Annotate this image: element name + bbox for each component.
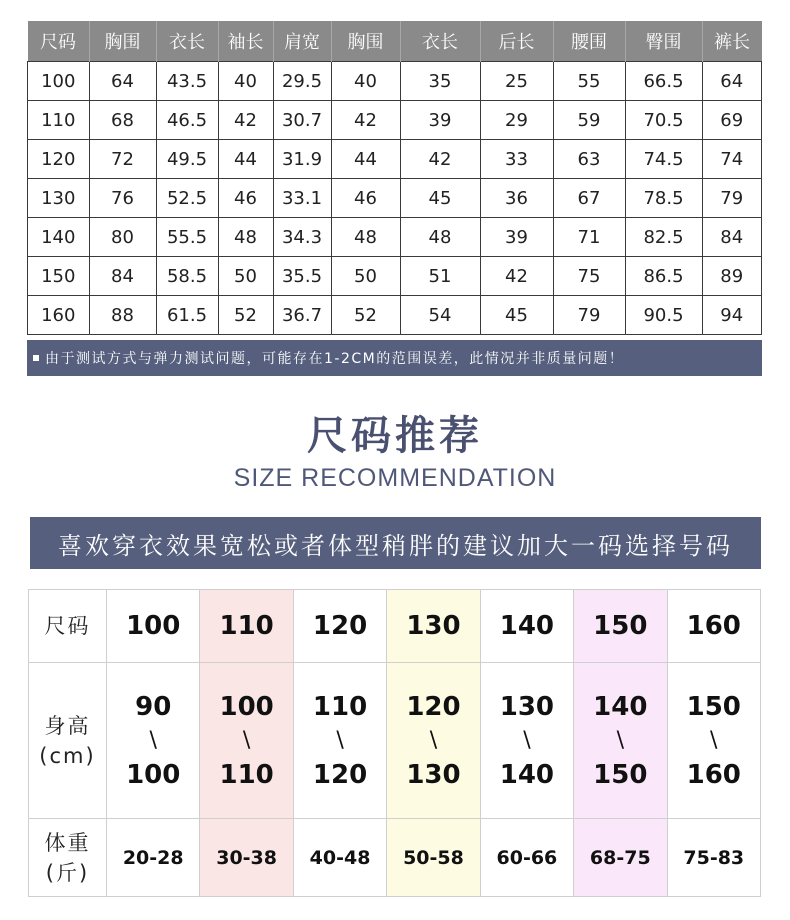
size-chart-cell: 33.1 <box>273 179 331 218</box>
size-chart-cell: 74.5 <box>625 140 702 179</box>
size-chart-cell: 66.5 <box>625 62 702 101</box>
size-chart-cell: 50 <box>331 257 400 296</box>
height-min: 140 <box>593 691 648 722</box>
size-chart-cell: 35.5 <box>273 257 331 296</box>
height-cell <box>200 663 293 819</box>
size-chart-cell: 55 <box>553 62 625 101</box>
size-chart-cell: 90.5 <box>625 296 702 335</box>
size-cell: 160 <box>667 590 760 663</box>
size-chart-cell: 75 <box>553 257 625 296</box>
size-chart-cell: 51 <box>400 257 480 296</box>
height-min: 130 <box>499 691 555 722</box>
height-cell <box>667 663 760 819</box>
height-separator: \ <box>523 727 531 753</box>
weight-cell: 40-48 <box>293 819 386 897</box>
size-chart-cell: 36 <box>480 179 553 218</box>
size-chart-cell: 86.5 <box>625 257 702 296</box>
size-chart-cell: 140 <box>28 218 90 257</box>
size-chart-cell: 63 <box>553 140 625 179</box>
header-cell: 后长 <box>480 21 553 62</box>
header-cell: 裤长 <box>702 21 762 62</box>
size-chart-cell: 34.3 <box>273 218 331 257</box>
size-chart-cell: 50 <box>218 257 273 296</box>
weight-unit: (斤) <box>45 860 90 885</box>
size-chart-cell: 49.5 <box>156 140 218 179</box>
size-cell: 120 <box>293 590 386 663</box>
size-chart-body <box>28 62 762 335</box>
header-cell: 衣长 <box>156 21 218 62</box>
weight-cell: 50-58 <box>387 819 480 897</box>
size-chart-cell: 89 <box>702 257 762 296</box>
height-separator: \ <box>336 727 344 753</box>
size-chart-cell: 59 <box>553 101 625 140</box>
height-cell <box>480 663 573 819</box>
measurement-note-bar <box>27 340 762 376</box>
size-chart-cell: 82.5 <box>625 218 702 257</box>
size-chart-row <box>28 257 762 296</box>
header-cell: 袖长 <box>218 21 273 62</box>
size-chart-cell: 88 <box>89 296 156 335</box>
size-chart-cell: 48 <box>218 218 273 257</box>
height-cell <box>107 663 200 819</box>
header-cell: 尺码 <box>28 21 90 62</box>
size-chart-cell: 120 <box>28 140 90 179</box>
height-max: 130 <box>406 759 461 790</box>
size-cell: 140 <box>480 590 573 663</box>
size-chart-cell: 160 <box>28 296 90 335</box>
bullet-icon <box>33 355 39 361</box>
recommendation-title: 尺码推荐 <box>307 413 483 459</box>
weight-row <box>29 819 761 897</box>
size-chart-cell: 61.5 <box>156 296 218 335</box>
height-row <box>29 663 761 819</box>
size-chart-cell: 44 <box>331 140 400 179</box>
size-chart-cell: 52.5 <box>156 179 218 218</box>
size-chart-cell: 74 <box>702 140 762 179</box>
size-chart-cell: 40 <box>218 62 273 101</box>
measurement-note-text: 由于测试方式与弹力测试问题，可能存在1-2CM的范围误差，此情况并非质量问题！ <box>45 351 625 367</box>
size-chart-cell: 76 <box>89 179 156 218</box>
size-chart-cell: 48 <box>331 218 400 257</box>
height-max: 120 <box>312 759 368 790</box>
size-chart-cell: 39 <box>400 101 480 140</box>
size-chart-cell: 42 <box>331 101 400 140</box>
size-chart-cell: 150 <box>28 257 90 296</box>
size-chart-cell: 46 <box>331 179 400 218</box>
size-chart-cell: 52 <box>331 296 400 335</box>
size-chart-row <box>28 218 762 257</box>
size-chart-row <box>28 179 762 218</box>
size-cell: 130 <box>387 590 480 663</box>
size-chart-cell: 43.5 <box>156 62 218 101</box>
size-chart-cell: 64 <box>702 62 762 101</box>
size-chart-row <box>28 62 762 101</box>
size-chart-cell: 44 <box>218 140 273 179</box>
size-cell: 150 <box>574 590 667 663</box>
size-chart-cell: 29.5 <box>273 62 331 101</box>
height-separator: \ <box>242 727 251 753</box>
height-min: 100 <box>219 691 274 722</box>
height-max: 140 <box>499 759 555 790</box>
size-chart-cell: 84 <box>89 257 156 296</box>
size-chart-cell: 64 <box>89 62 156 101</box>
size-chart-cell: 25 <box>480 62 553 101</box>
recommendation-banner <box>30 517 761 569</box>
size-chart-row <box>28 296 762 335</box>
size-cell: 100 <box>107 590 200 663</box>
weight-cell: 30-38 <box>200 819 293 897</box>
height-min: 150 <box>686 691 741 722</box>
height-separator: \ <box>616 727 625 753</box>
size-chart-cell: 35 <box>400 62 480 101</box>
size-chart-cell: 30.7 <box>273 101 331 140</box>
header-cell: 衣长 <box>400 21 480 62</box>
size-cell: 110 <box>200 590 293 663</box>
size-chart-cell: 40 <box>331 62 400 101</box>
height-min: 110 <box>312 691 368 722</box>
height-separator: \ <box>429 727 438 753</box>
size-chart-cell: 45 <box>400 179 480 218</box>
height-separator: \ <box>710 727 718 753</box>
size-chart-cell: 100 <box>28 62 90 101</box>
weight-label: 体重 <box>44 830 91 855</box>
weight-row-label <box>29 819 107 897</box>
height-cell <box>574 663 667 819</box>
height-unit: (cm) <box>39 743 96 768</box>
size-chart-cell: 42 <box>218 101 273 140</box>
weight-cell: 75-83 <box>667 819 760 897</box>
size-chart-cell: 70.5 <box>625 101 702 140</box>
size-chart-cell: 48 <box>400 218 480 257</box>
weight-cell: 60-66 <box>480 819 573 897</box>
size-chart-cell: 39 <box>480 218 553 257</box>
size-chart-cell: 71 <box>553 218 625 257</box>
size-chart-cell: 45 <box>480 296 553 335</box>
header-cell: 胸围 <box>89 21 156 62</box>
size-chart-cell: 31.9 <box>273 140 331 179</box>
size-recommendation-grid <box>28 589 761 897</box>
size-chart-cell: 42 <box>480 257 553 296</box>
header-cell: 臀围 <box>625 21 702 62</box>
size-chart-cell: 130 <box>28 179 90 218</box>
size-chart-cell: 68 <box>89 101 156 140</box>
height-cell <box>387 663 480 819</box>
height-label: 身高 <box>44 713 91 738</box>
height-min: 90 <box>135 691 172 722</box>
size-chart-cell: 94 <box>702 296 762 335</box>
size-chart-cell: 46 <box>218 179 273 218</box>
weight-cell: 68-75 <box>574 819 667 897</box>
size-chart-cell: 42 <box>400 140 480 179</box>
size-chart-cell: 46.5 <box>156 101 218 140</box>
size-chart-row <box>28 101 762 140</box>
height-max: 110 <box>219 759 274 790</box>
size-chart-cell: 72 <box>89 140 156 179</box>
height-row-label <box>29 663 107 819</box>
size-chart-cell: 84 <box>702 218 762 257</box>
size-chart-cell: 58.5 <box>156 257 218 296</box>
size-chart-cell: 78.5 <box>625 179 702 218</box>
height-separator: \ <box>149 727 157 753</box>
size-chart-cell: 79 <box>702 179 762 218</box>
header-cell: 胸围 <box>331 21 400 62</box>
size-chart-cell: 79 <box>553 296 625 335</box>
height-max: 100 <box>126 759 181 790</box>
size-row <box>29 590 761 663</box>
recommendation-banner-text: 喜欢穿衣效果宽松或者体型稍胖的建议加大一码选择号码 <box>58 531 733 560</box>
size-chart-cell: 52 <box>218 296 273 335</box>
height-max: 160 <box>686 759 741 790</box>
size-chart-cell: 29 <box>480 101 553 140</box>
height-cell <box>293 663 386 819</box>
height-max: 150 <box>593 759 648 790</box>
size-chart-cell: 69 <box>702 101 762 140</box>
size-row-label: 尺码 <box>29 590 107 663</box>
size-chart-table <box>27 21 762 335</box>
size-chart-row <box>28 140 762 179</box>
size-chart-cell: 55.5 <box>156 218 218 257</box>
size-chart-cell: 33 <box>480 140 553 179</box>
header-cell: 肩宽 <box>273 21 331 62</box>
height-min: 120 <box>406 691 461 722</box>
header-cell: 腰围 <box>553 21 625 62</box>
size-chart-cell: 36.7 <box>273 296 331 335</box>
size-chart-cell: 54 <box>400 296 480 335</box>
size-chart-cell: 110 <box>28 101 90 140</box>
weight-cell: 20-28 <box>107 819 200 897</box>
size-chart-cell: 67 <box>553 179 625 218</box>
size-chart-cell: 80 <box>89 218 156 257</box>
recommendation-subtitle: SIZE RECOMMENDATION <box>233 464 557 492</box>
size-chart-header-row <box>28 21 762 62</box>
